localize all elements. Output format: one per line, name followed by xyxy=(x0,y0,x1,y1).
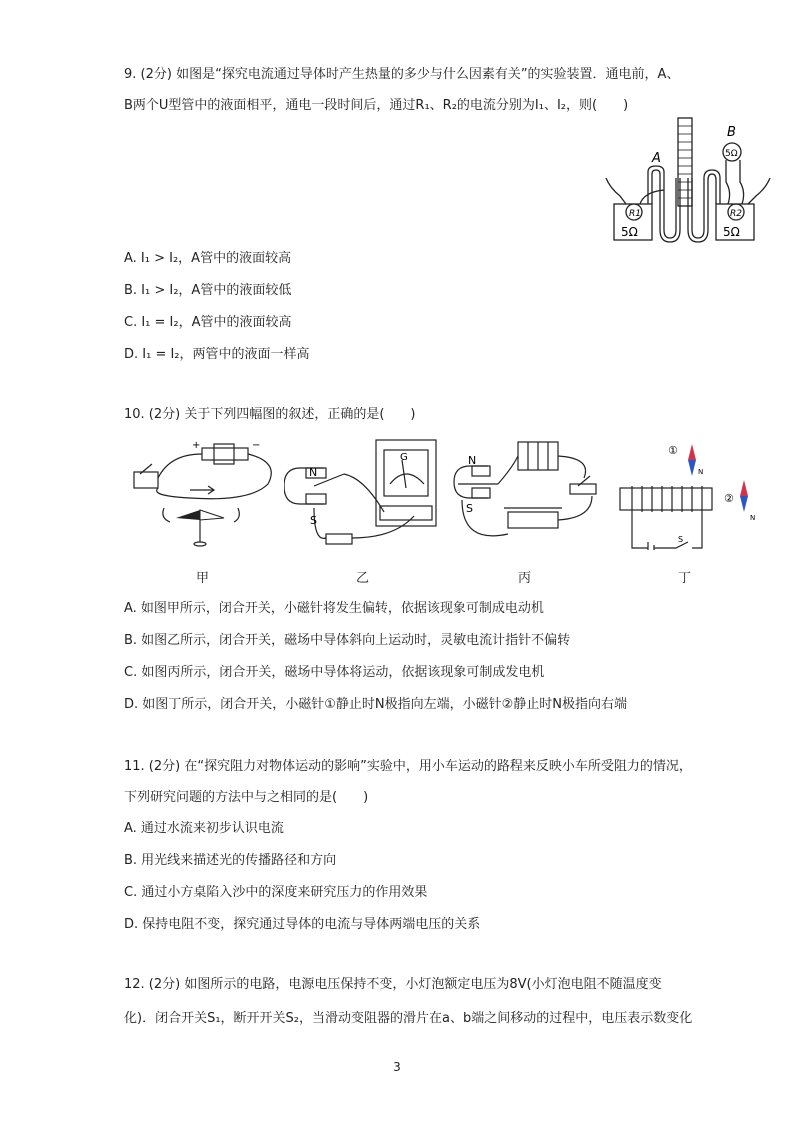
q9-label-r2: R2 xyxy=(730,209,742,219)
q10-option-b: B. 如图乙所示，闭合开关，磁场中导体斜向上运动时，灵敏电流计指针不偏转 xyxy=(124,633,571,648)
q9-joule-heating-apparatus xyxy=(604,112,774,244)
q9-option-b: B. I₁ > I₂，A管中的液面较低 xyxy=(124,283,292,298)
q10-ding-needle1: ① xyxy=(668,444,678,457)
q10-yi-g: G xyxy=(400,452,408,463)
q9-res-right: 5Ω xyxy=(723,225,740,239)
q9-option-c: C. I₁ = I₂，A管中的液面较高 xyxy=(124,315,292,330)
q10-stem: 10. (2分) 关于下列四幅图的叙述，正确的是( ) xyxy=(124,407,416,422)
q9-stem-line1: 9. (2分) 如图是“探究电流通过导体时产生热量的多少与什么因素有关”的实验装置．通电前，A、 xyxy=(124,67,680,82)
q10-figure-jia xyxy=(130,438,280,550)
q10-option-a: A. 如图甲所示，闭合开关，小磁针将发生偏转，依据该现象可制成电动机 xyxy=(124,601,544,616)
q10-figure-bing xyxy=(452,438,602,550)
q9-label-a: A xyxy=(652,151,661,166)
q9-res-left: 5Ω xyxy=(621,225,638,239)
q11-option-d: D. 保持电阻不变，探究通过导体的电流与导体两端电压的关系 xyxy=(124,917,481,932)
q10-caption-ding: 丁 xyxy=(678,571,692,586)
q11-option-a: A. 通过水流来初步认识电流 xyxy=(124,821,284,836)
q10-ding-needle2: ② xyxy=(724,492,734,505)
q9-label-r1: R1 xyxy=(629,209,641,219)
q10-ding-switch-s: S xyxy=(678,535,684,544)
q10-option-c: C. 如图丙所示，闭合开关，磁场中导体将运动，依据该现象可制成发电机 xyxy=(124,665,545,680)
q10-jia-minus: − xyxy=(252,440,261,451)
q10-bing-s: S xyxy=(466,502,473,515)
q9-option-d: D. I₁ = I₂，两管中的液面一样高 xyxy=(124,347,310,362)
q11-option-c: C. 通过小方桌陷入沙中的深度来研究压力的作用效果 xyxy=(124,885,428,900)
page-number: 3 xyxy=(393,1060,401,1074)
q9-label-b: B xyxy=(727,125,736,140)
q10-yi-s: S xyxy=(310,514,317,527)
q10-jia-plus: + xyxy=(192,440,201,451)
q10-ding-n2: N xyxy=(750,514,756,522)
q10-figure-yi xyxy=(284,438,442,552)
q11-stem-line2: 下列研究问题的方法中与之相同的是( ) xyxy=(124,790,369,805)
q10-bing-n: N xyxy=(468,454,477,467)
q10-option-d: D. 如图丁所示，闭合开关，小磁针①静止时N极指向左端，小磁针②静止时N极指向右端 xyxy=(124,697,628,712)
q11-option-b: B. 用光线来描述光的传播路径和方向 xyxy=(124,853,337,868)
q9-option-a: A. I₁ > I₂，A管中的液面较高 xyxy=(124,251,292,266)
q10-figure-ding xyxy=(616,438,764,550)
q9-stem-line2: B两个U型管中的液面相平，通电一段时间后，通过R₁、R₂的电流分别为I₁、I₂，则( ) xyxy=(124,98,629,113)
q10-caption-yi: 乙 xyxy=(356,571,370,586)
q10-caption-bing: 丙 xyxy=(518,571,532,586)
q10-caption-jia: 甲 xyxy=(196,571,210,586)
q12-stem-line2: 化)．闭合开关S₁，断开开关S₂，当滑动变阻器的滑片在a、b端之间移动的过程中，电压表示数变化 xyxy=(124,1011,693,1026)
q9-res-top: 5Ω xyxy=(725,149,738,159)
q10-yi-n: N xyxy=(309,466,318,479)
q12-stem-line1: 12. (2分) 如图所示的电路，电源电压保持不变，小灯泡额定电压为8V(小灯泡电阻不随温度变 xyxy=(124,977,662,992)
q10-ding-n1: N xyxy=(698,468,704,476)
q11-stem-line1: 11. (2分) 在“探究阻力对物体运动的影响”实验中，用小车运动的路程来反映小车所受阻力的情况， xyxy=(124,759,692,774)
